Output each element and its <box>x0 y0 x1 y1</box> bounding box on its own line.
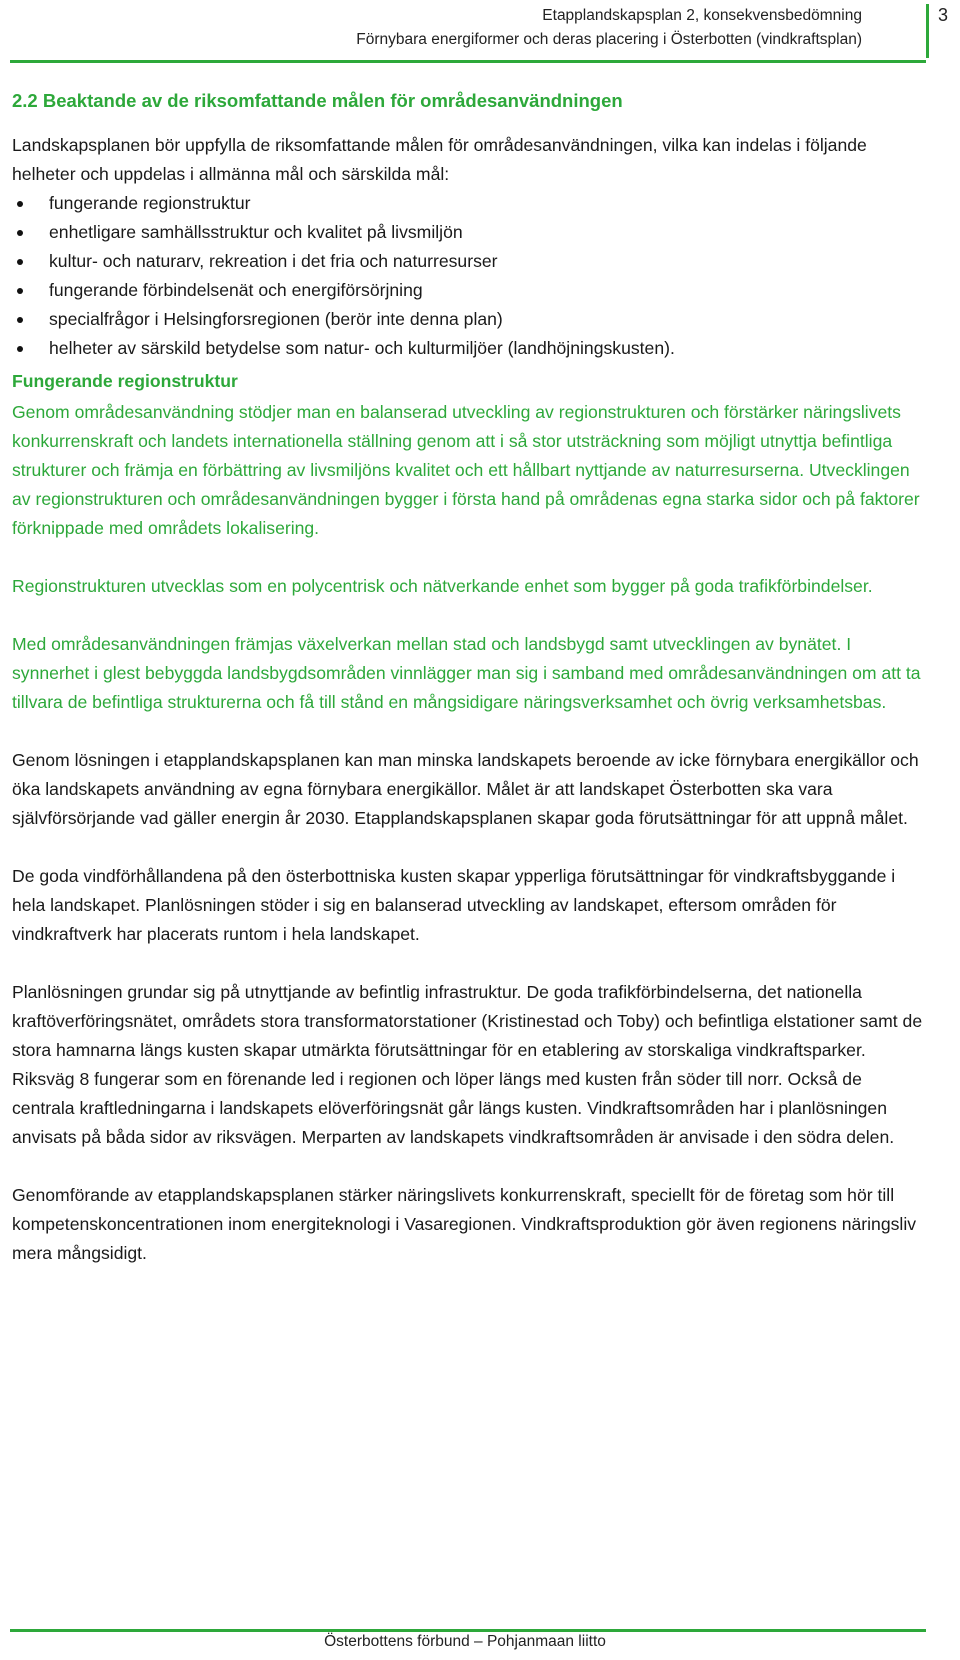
footer-text: Österbottens förbund – Pohjanmaan liitto <box>324 1633 606 1650</box>
paragraph-wind-conditions: De goda vindförhållandena på den österbottniska kusten skapar ypperliga förutsättningar för vindkraftsbyggande i hela landskapet. Planlösningen stöder i sig en balanserad utveckling av landskapet, eftersom områden för vindkraftverk har placerats runtom i hela landskapet. <box>12 866 896 944</box>
paragraph-competitiveness: Genomförande av etapplandskapsplanen stärker näringslivets konkurrenskraft, speciellt för de företag som hör till kompetenskoncentrationen inom energiteknologi i Vasaregionen. Vindkraftsproduktion gör även regionens näringsliv mera mångsidigt. <box>12 1185 917 1263</box>
section-heading: 2.2 Beaktande av de riksomfattande målen för områdesanvändningen <box>12 90 623 111</box>
green-paragraph-3: Med områdesanvändningen främjas växelverkan mellan stad och landsbygd samt utvecklingen av bynätet. I synnerhet i glest bebyggda landsbygdsområden vinnlägger man sig i samband med områdesanvändningen om att ta tillvara de befintliga strukturerna och få till stånd en mångsidigare näringsverksamhet och övrig verksamhetsbas. <box>12 634 921 712</box>
green-paragraph-1: Genom områdesanvändning stödjer man en balanserad utveckling av regionstrukturen och förstärker näringslivets konkurrenskraft och landets internationella ställning genom att i så stor utsträckning som möjligt utnyttja befintliga strukturer och främja en förbättring av livsmiljöns kvalitet och ett hållbart nyttjande av naturresurserna. Utvecklingen av regionstrukturen och områdesanvändningen bygger i första hand på områdenas egna starka sidor och på faktorer förknippade med områdets lokalisering. <box>12 402 920 538</box>
footer-rule <box>10 1629 926 1632</box>
document-body <box>12 86 927 1297</box>
list-item: enhetligare samhällsstruktur och kvalitet på livsmiljön <box>12 218 927 247</box>
page-number: 3 <box>938 5 949 25</box>
intro-paragraph: Landskapsplanen bör uppfylla de riksomfattande målen för områdesanvändningen, vilka kan indelas i följande helheter och uppdelas i allmänna mål och särskilda mål: <box>12 135 867 184</box>
top-rule <box>10 60 926 63</box>
goals-list <box>12 189 927 363</box>
header-line-1: Etapplandskapsplan 2, konsekvensbedömning <box>542 7 862 24</box>
paragraph-infrastructure: Planlösningen grundar sig på utnyttjande av befintlig infrastruktur. De goda trafikförbindelserna, det nationella kraftöverföringsnätet, områdets stora transformatorstationer (Kristinestad och Toby) och befintliga elstationer samt de stora hamnarna längs kusten skapar utmärkta förutsättningar för en etablering av storskaliga vindkraftsparker. Riksväg 8 fungerar som en förenande led i regionen och löper längs med kusten från söder till norr. Också de centrala kraftledningarna i landskapets elöverföringsnät går längs kusten. Vindkraftsområden har i planlösningen anvisats på båda sidor av riksvägen. Merparten av landskapets vindkraftsområden är anvisade i den södra delen. <box>12 982 923 1147</box>
list-item: helheter av särskild betydelse som natur- och kulturmiljöer (landhöjningskusten). <box>12 334 927 363</box>
green-paragraph-2: Regionstrukturen utvecklas som en polycentrisk och nätverkande enhet som bygger på goda trafikförbindelser. <box>12 576 873 596</box>
running-header <box>356 4 862 52</box>
paragraph-energy-sources: Genom lösningen i etapplandskapsplanen kan man minska landskapets beroende av icke förnybara energikällor och öka landskapets användning av egna förnybara energikällor. Målet är att landskapet Österbotten ska vara självförsörjande vad gäller energin år 2030. Etapplandskapsplanen skapar goda förutsättningar för att uppnå målet. <box>12 750 919 828</box>
list-item: fungerande förbindelsenät och energiförsörjning <box>12 276 927 305</box>
header-line-2: Förnybara energiformer och deras placering i Österbotten (vindkraftsplan) <box>356 31 862 48</box>
list-item: kultur- och naturarv, rekreation i det fria och naturresurser <box>12 247 927 276</box>
list-item: fungerande regionstruktur <box>12 189 927 218</box>
list-item: specialfrågor i Helsingforsregionen (berör inte denna plan) <box>12 305 927 334</box>
subsection-heading: Fungerande regionstruktur <box>12 371 238 391</box>
header-divider <box>926 4 929 58</box>
